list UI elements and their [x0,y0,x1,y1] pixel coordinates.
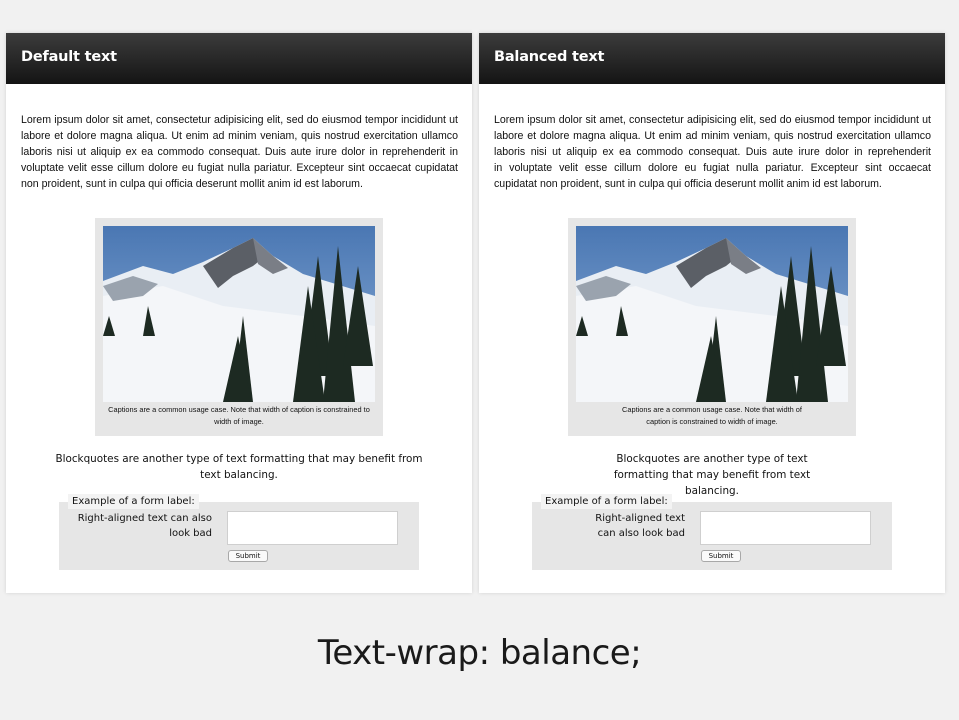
form-fieldset [532,496,892,570]
form-legend: Example of a form label: [68,494,199,509]
text-input[interactable] [227,511,398,545]
submit-button[interactable]: Submit [228,550,268,562]
image-caption: Captions are a common usage case. Note that width of caption is constrained to width of image. [622,405,802,426]
figure [95,218,383,436]
image-caption: Captions are a common usage case. Note that width of caption is constrained to width of image. [108,405,370,426]
panel-header: Balanced text [479,33,945,84]
text-input[interactable] [700,511,871,545]
default-text-panel [6,33,472,593]
submit-button[interactable]: Submit [701,550,741,562]
form-legend: Example of a form label: [541,494,672,509]
figure [568,218,856,436]
balanced-text-panel [479,33,945,593]
footer-title: Text-wrap: balance; [317,633,642,673]
form-label: Right-aligned text can also look bad [595,513,685,539]
body-paragraph: Lorem ipsum dolor sit amet, consectetur adipisicing elit, sed do eiusmod tempor incididunt ut labore et dolore magna aliqua. Ut enim ad minim veniam, quis nostrud exercitation ullamco laboris nisi ut aliquip ex ea commodo consequat. Duis aute irure dolor in reprehenderit in voluptate velit esse cillum dolore eu fugiat nulla pariatur. Excepteur sint occaecat cupidatat non proident, sunt in culpa qui officia deserunt mollit anim id est laborum. [21,114,458,190]
blockquote: Blockquotes are another type of text formatting that may benefit from text balancing. [55,453,423,481]
form-label: Right-aligned text can also look bad [77,513,212,539]
mountain-photo [576,226,848,402]
panel-header: Default text [6,33,472,84]
blockquote: Blockquotes are another type of text formatting that may benefit from text balancing. [613,453,811,497]
mountain-photo [103,226,375,402]
form-fieldset [59,496,419,570]
body-paragraph: Lorem ipsum dolor sit amet, consectetur adipisicing elit, sed do eiusmod tempor incididunt ut labore et dolore magna aliqua. Ut enim ad minim veniam, quis nostrud exercitation ullamco laboris nisi ut aliquip ex ea commodo consequat. Duis aute irure dolor in reprehenderit in voluptate velit esse cillum dolore eu fugiat nulla pariatur. Excepteur sint occaecat cupidatat non proident, sunt in culpa qui officia deserunt mollit anim id est laborum. [494,114,931,190]
